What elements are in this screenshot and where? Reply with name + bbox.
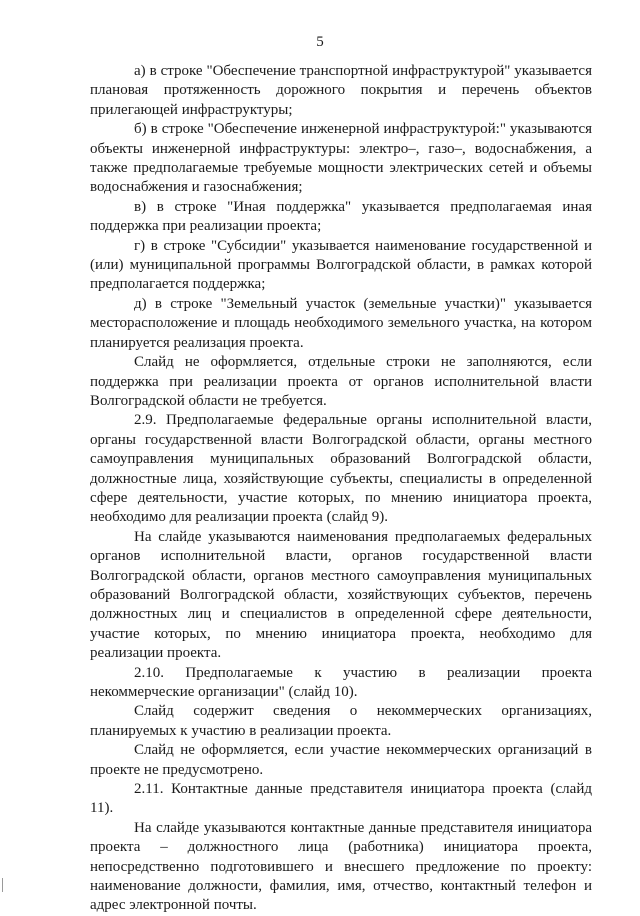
paragraph-land-plot: д) в строке "Земельный участок (земельные участки)" указывается месторасположение и площадь необходимого земельного участка, на котором планируется реализация проекта. [90, 295, 592, 351]
paragraph-subsidies: г) в строке "Субсидии" указывается наименование государственной и (или) муниципальной программы Волгоградской области, в рамках которой предполагается поддержка; [90, 237, 592, 293]
paragraph-engineering-infrastructure: б) в строке "Обеспечение инженерной инфраструктурой:" указываются объекты инженерной инфраструктуры: электро–, газо–, водоснабжения, а также предполагаемые требуемые мощности электрических сетей и объемы водоснабжения и газоснабжения; [90, 121, 592, 196]
paragraph-section-2-9: 2.9. Предполагаемые федеральные органы исполнительной власти, органы государственной власти Волгоградской области, органы местного самоуправления муниципальных образований Волгоградской области, должностные лица, хозяйствующие субъекты, специалисты в определенной сфере деятельности, участие которых, по мнению инициатора проекта, необходимо для реализации проекта (слайд 9). [90, 412, 592, 526]
paragraph-slide-9-content: На слайде указываются наименования предполагаемых федеральных органов исполнительной власти, органов государственной власти Волгоградской области, органов местного самоуправления муниципальных образований Волгоградской области, хозяйствующих субъектов, перечень должностных лиц и специалистов в определенной сфере деятельности, участие которых, по мнению инициатора проекта, необходимо для реализации проекта. [90, 528, 592, 662]
document-body [90, 62, 592, 916]
paragraph-slide-10-not-required: Слайд не оформляется, если участие некоммерческих организаций в проекте не предусмотрено. [90, 742, 592, 778]
page-number: 5 [316, 34, 324, 50]
paragraph-section-2-11: 2.11. Контактные данные представителя инициатора проекта (слайд 11). [90, 781, 592, 817]
paragraph-slide-11-content: На слайде указываются контактные данные представителя инициатора проекта – должностного лица (работника) инициатора проекта, непосредственно подготовившего и внесшего предложение по проекту: наименование должности, фамилия, имя, отчество, контактный телефон и адрес электронной почты. [90, 819, 592, 914]
paragraph-slide-10-content: Слайд содержит сведения о некоммерческих организациях, планируемых к участию в реализации проекта. [90, 703, 592, 739]
scan-edge-mark [2, 878, 3, 892]
paragraph-other-support: в) в строке "Иная поддержка" указывается предполагаемая иная поддержка при реализации проекта; [90, 198, 592, 235]
paragraph-section-2-10: 2.10. Предполагаемые к участию в реализации проекта некоммерческие организации" (слайд 10). [90, 664, 592, 700]
paragraph-transport-infrastructure: а) в строке "Обеспечение транспортной инфраструктурой" указывается плановая протяженность дорожного покрытия и перечень объектов прилегающей инфраструктуры; [90, 63, 592, 118]
paragraph-slide-not-required: Слайд не оформляется, отдельные строки не заполняются, если поддержка при реализации проекта от органов исполнительной власти Волгоградской области не требуется. [90, 354, 592, 409]
